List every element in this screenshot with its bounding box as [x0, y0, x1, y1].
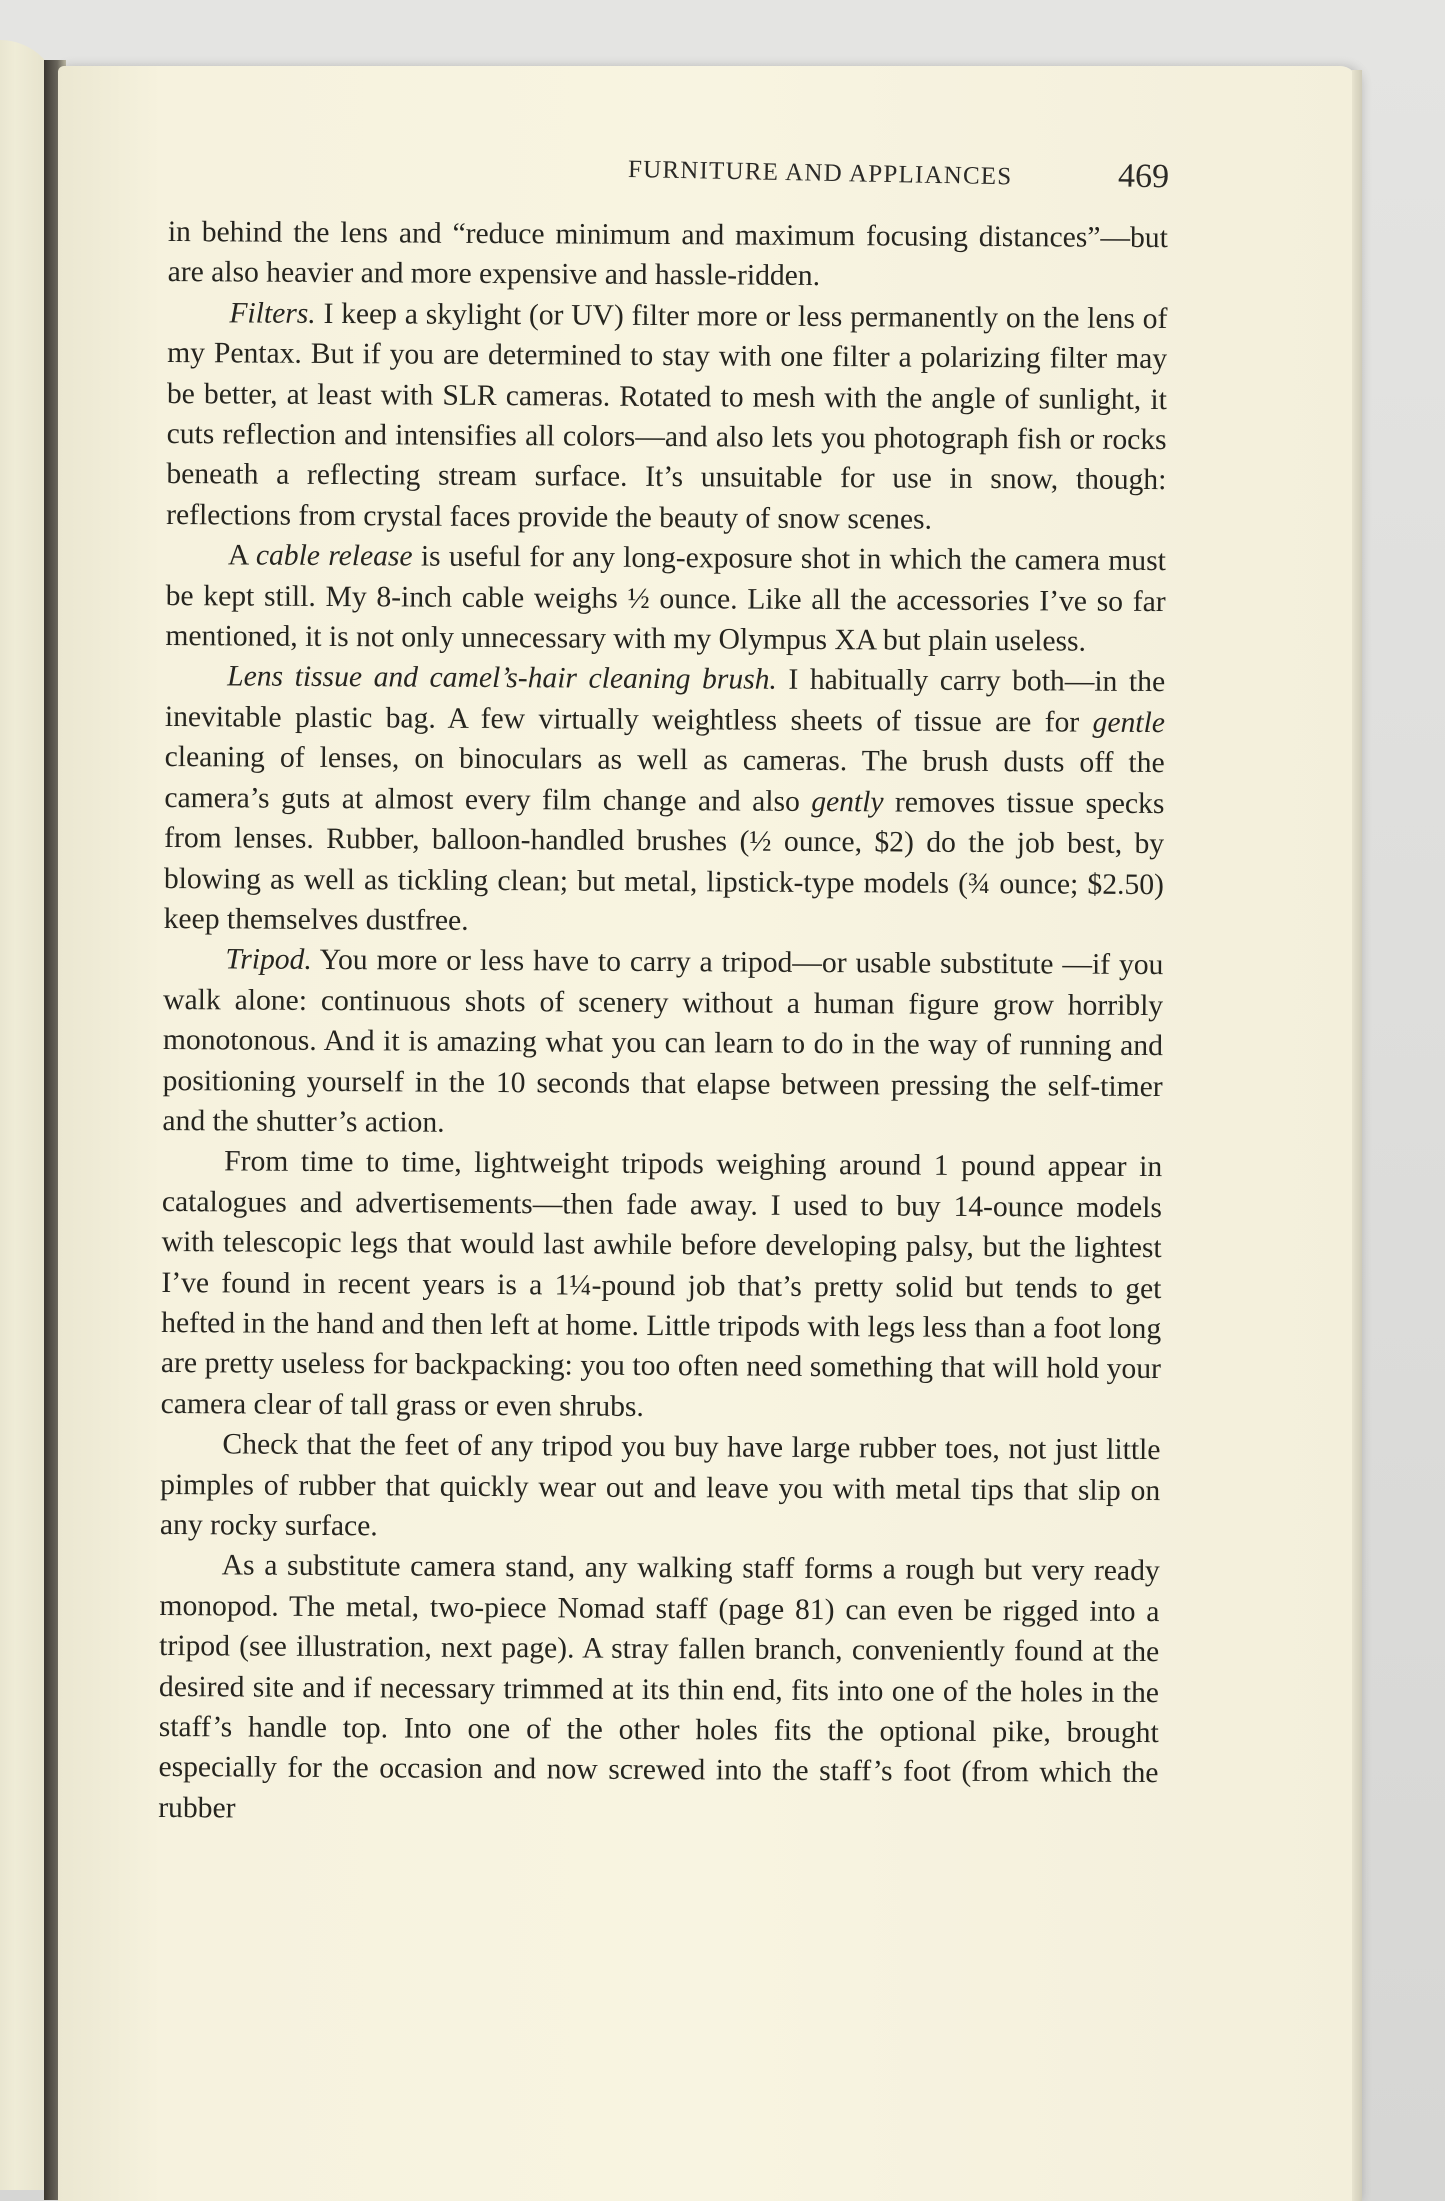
- italic-run: Filters.: [229, 297, 316, 330]
- paragraph: [161, 1141, 1163, 1430]
- text-run: Check that the feet of any tripod you buy have large rubber toes, not just little pimples of rubber that quickly wear out and leave you with metal tips that slip on any rocky surface.: [159, 1428, 1161, 1543]
- italic-run: gently: [811, 785, 884, 819]
- paragraph: [166, 293, 1167, 542]
- text-run: I habitually carry both—in the inevitable plastic bag. A few virtually weightless sheets of tissue are for: [164, 664, 1166, 739]
- italic-run: cable release: [255, 539, 413, 573]
- paragraph: [164, 656, 1166, 945]
- page-stack-edge: [1352, 70, 1362, 2201]
- paragraph: [168, 212, 1168, 299]
- text-run: cleaning of lenses, on binoculars as well as cameras. The brush dusts off the camera’s guts at almost every film change and also: [164, 741, 1165, 818]
- body-text: [158, 212, 1168, 1834]
- text-run: in behind the lens and “reduce minimum and maximum focusing distances”—but are also heavier and more expensive and hassle-ridden.: [167, 215, 1168, 293]
- text-run: removes tissue specks from lenses. Rubber, balloon-handled brushes (½ ounce, $2) do the job best, by blowing as well as tickling clean; but metal, lipstick-type models (¾ ounce; $2.50) keep themselves dustfree.: [163, 786, 1165, 937]
- paragraph: [165, 535, 1166, 662]
- text-run: From time to time, lightweight tripods weighing around 1 pound appear in catalogues and advertisements—then fade away. I used to buy 14-ounce models with telescopic legs that would last awhile before developing palsy, but the lightest I’ve found in recent years is a 1¼-pound job that’s pretty solid but tends to get hefted in the hand and then left at home. Little tripods with legs less than a foot long are pretty useless for backpacking: you too often need something that will hold your camera clear of tall grass or even shrubs.: [160, 1145, 1163, 1423]
- italic-run: gentle: [1092, 706, 1165, 739]
- text-run: is useful for any long-exposure shot in which the camera must be kept still. My 8-inch cable weighs ½ ounce. Like all the accessories I’ve so far mentioned, it is not only unnecessary with my Olympus XA but plain useless.: [165, 540, 1166, 658]
- italic-run: Tripod.: [225, 943, 312, 977]
- text-run: A: [227, 539, 256, 572]
- text-run: As a substitute camera stand, any walking staff forms a rough but very ready monopod. The metal, two-piece Nomad staff (page 81) can even be rigged into a tripod (see illustration, next page). A stray fallen branch, conveniently found at the desired site and if necessary trimmed at its thin end, fits into one of the holes in the staff’s handle top. Into one of the other holes fits the optional pike, brought especially for the occasion and now screwed into the staff’s foot (from which the rubber: [158, 1549, 1160, 1825]
- paragraph: [162, 939, 1163, 1147]
- text-run: You more or less have to carry a tripod—or usable substitute —if you walk alone: continuous shots of scenery without a human figure grow horribly monotonous. And it is amazing what you can learn to do in the way of running and positioning yourself in the 10 seconds that elapse between pressing the self-timer and the shutter’s action.: [162, 944, 1164, 1139]
- running-head: [628, 148, 1189, 209]
- page-number: 469: [1117, 157, 1170, 196]
- paragraph: [158, 1545, 1160, 1834]
- text-run: I keep a skylight (or UV) filter more or less permanently on the lens of my Pentax. But if you are determined to stay with one filter a polarizing filter may be better, at least with SLR cameras. Rotated to mesh with the angle of sunlight, it cuts reflection and intensifies all colors—and also lets you photograph fish or rocks beneath a reflecting stream surface. It’s unsuitable for use in snow, though: reflections from crystal faces provide the beauty of snow scenes.: [166, 297, 1168, 536]
- paragraph: [160, 1424, 1161, 1551]
- italic-run: Lens tissue and camel’s-hair cleaning brush.: [227, 660, 777, 697]
- running-title: FURNITURE AND APPLIANCES: [627, 156, 1013, 191]
